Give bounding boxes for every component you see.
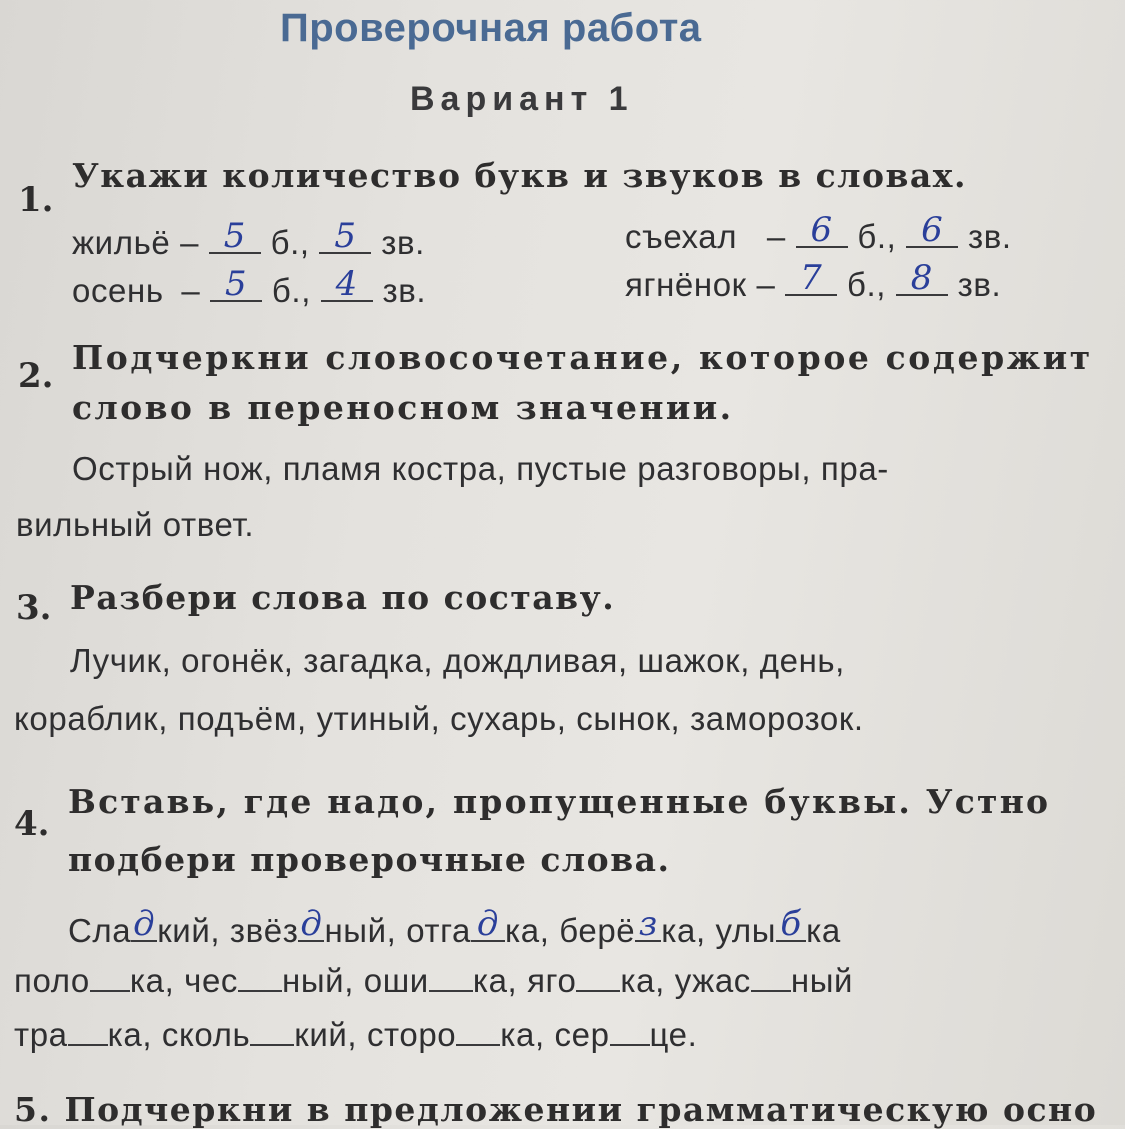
unit-sounds: зв.: [957, 266, 1002, 303]
word: съехал: [625, 218, 738, 255]
handwritten-answer: 4: [335, 264, 358, 304]
word-prefix: сер: [554, 1016, 610, 1053]
sounds-blank[interactable]: [896, 258, 948, 298]
task1-row2-right: [625, 258, 1002, 304]
task4-number: 4.: [14, 804, 50, 844]
task3-text: Разбери слова по составу.: [70, 578, 616, 617]
letter-blank[interactable]: [471, 904, 505, 944]
letter-blank[interactable]: [131, 904, 157, 944]
word-suffix: ка,: [505, 912, 550, 949]
word-suffix: кий,: [294, 1016, 358, 1053]
letter-blank[interactable]: [429, 964, 473, 992]
word-prefix: Сла: [68, 912, 132, 949]
word-prefix: тра: [14, 1016, 68, 1053]
task5-cut-text: 5. Подчеркни в предложении грамматическую осно: [14, 1090, 1098, 1129]
word-suffix: ный: [790, 962, 854, 999]
word-suffix: ка,: [620, 962, 665, 999]
handwritten-answer: 6: [921, 210, 944, 250]
dash: –: [756, 266, 776, 303]
handwritten-letter: б: [780, 904, 802, 944]
word: ягнёнок: [625, 266, 747, 303]
dash: –: [180, 224, 200, 261]
task3-body-line2: кораблик, подъём, утиный, сухарь, сынок, заморозок.: [14, 700, 864, 737]
handwritten-answer: 5: [334, 216, 357, 256]
letter-blank[interactable]: [610, 1018, 650, 1046]
word-suffix: ка,: [107, 1016, 153, 1053]
word-suffix: ка,: [472, 962, 518, 999]
task1-row2-left: [72, 264, 427, 310]
handwritten-letter: д: [133, 904, 156, 944]
task2-body-line2: вильный ответ.: [16, 506, 255, 543]
task3-number: 3.: [16, 588, 52, 628]
letter-blank[interactable]: [68, 1018, 108, 1046]
letter-blank[interactable]: [751, 964, 791, 992]
word-prefix: берё: [559, 912, 636, 949]
letter-blank[interactable]: [776, 904, 806, 944]
task4-row3: [14, 1016, 697, 1054]
task4-row2: [14, 962, 853, 1000]
handwritten-letter: з: [638, 904, 658, 944]
word-prefix: сколь: [161, 1016, 251, 1053]
word-suffix: ный,: [324, 912, 397, 949]
task4-row1: [68, 904, 841, 950]
letter-blank[interactable]: [298, 904, 324, 944]
handwritten-letter: д: [476, 904, 500, 944]
task4-line1: Вставь, где надо, пропущенные буквы. Устно: [68, 782, 1051, 821]
word-prefix: сторо: [366, 1016, 457, 1053]
word-prefix: улы: [715, 912, 777, 949]
unit-letters: б.,: [847, 266, 887, 303]
letters-blank[interactable]: [210, 264, 262, 304]
letter-blank[interactable]: [635, 904, 661, 944]
unit-sounds: зв.: [381, 224, 425, 261]
handwritten-letter: д: [300, 904, 323, 944]
word-prefix: отга: [406, 912, 471, 949]
letters-blank[interactable]: [796, 210, 848, 250]
word: осень: [72, 272, 164, 309]
variant-heading: Вариант 1: [410, 80, 634, 118]
page-title: Проверочная работа: [280, 6, 702, 50]
word-prefix: чес: [184, 962, 239, 999]
unit-letters: б.,: [270, 224, 310, 261]
sounds-blank[interactable]: [906, 210, 958, 250]
task2-number: 2.: [18, 356, 54, 396]
task1-row1-right: [625, 210, 1012, 256]
word: жильё: [72, 224, 171, 261]
dash: –: [181, 272, 201, 309]
word-prefix: оши: [363, 962, 429, 999]
word-suffix: ка,: [129, 962, 175, 999]
sounds-blank[interactable]: [319, 216, 371, 256]
word-prefix: звёз: [229, 912, 299, 949]
handwritten-answer: 8: [910, 258, 933, 298]
letter-blank[interactable]: [250, 1018, 294, 1046]
letter-blank[interactable]: [456, 1018, 500, 1046]
word-prefix: поло: [14, 962, 90, 999]
handwritten-answer: 5: [225, 264, 248, 304]
task3-body-line1: Лучик, огонёк, загадка, дождливая, шажок, день,: [70, 642, 845, 679]
letters-blank[interactable]: [209, 216, 261, 256]
handwritten-answer: 5: [223, 216, 246, 256]
unit-sounds: зв.: [968, 218, 1012, 255]
task2-line2: слово в переносном значении.: [72, 388, 734, 427]
letter-blank[interactable]: [90, 964, 130, 992]
word-suffix: ка,: [661, 912, 706, 949]
unit-sounds: зв.: [382, 272, 427, 309]
word-prefix: яго: [527, 962, 577, 999]
word-suffix: кий,: [157, 912, 221, 949]
handwritten-answer: 7: [800, 258, 823, 298]
word-suffix: це.: [649, 1016, 698, 1053]
handwritten-answer: 6: [810, 210, 833, 250]
letter-blank[interactable]: [576, 964, 620, 992]
task1-text: Укажи количество букв и звуков в словах.: [72, 156, 967, 195]
letter-blank[interactable]: [238, 964, 282, 992]
task2-body-line1: Острый нож, пламя костра, пустые разговоры, пра-: [72, 450, 889, 487]
letters-blank[interactable]: [785, 258, 837, 298]
unit-letters: б.,: [857, 218, 897, 255]
word-suffix: ка: [806, 912, 841, 949]
task1-number: 1.: [18, 180, 54, 220]
task4-line2: подбери проверочные слова.: [68, 840, 671, 879]
sounds-blank[interactable]: [321, 264, 373, 304]
word-suffix: ный,: [282, 962, 354, 999]
task1-row1-left: [72, 216, 425, 262]
task2-line1: Подчеркни словосочетание, которое содержит: [72, 338, 1093, 377]
unit-letters: б.,: [271, 272, 311, 309]
word-prefix: ужас: [674, 962, 751, 999]
dash: –: [766, 218, 786, 255]
word-suffix: ка,: [500, 1016, 545, 1053]
